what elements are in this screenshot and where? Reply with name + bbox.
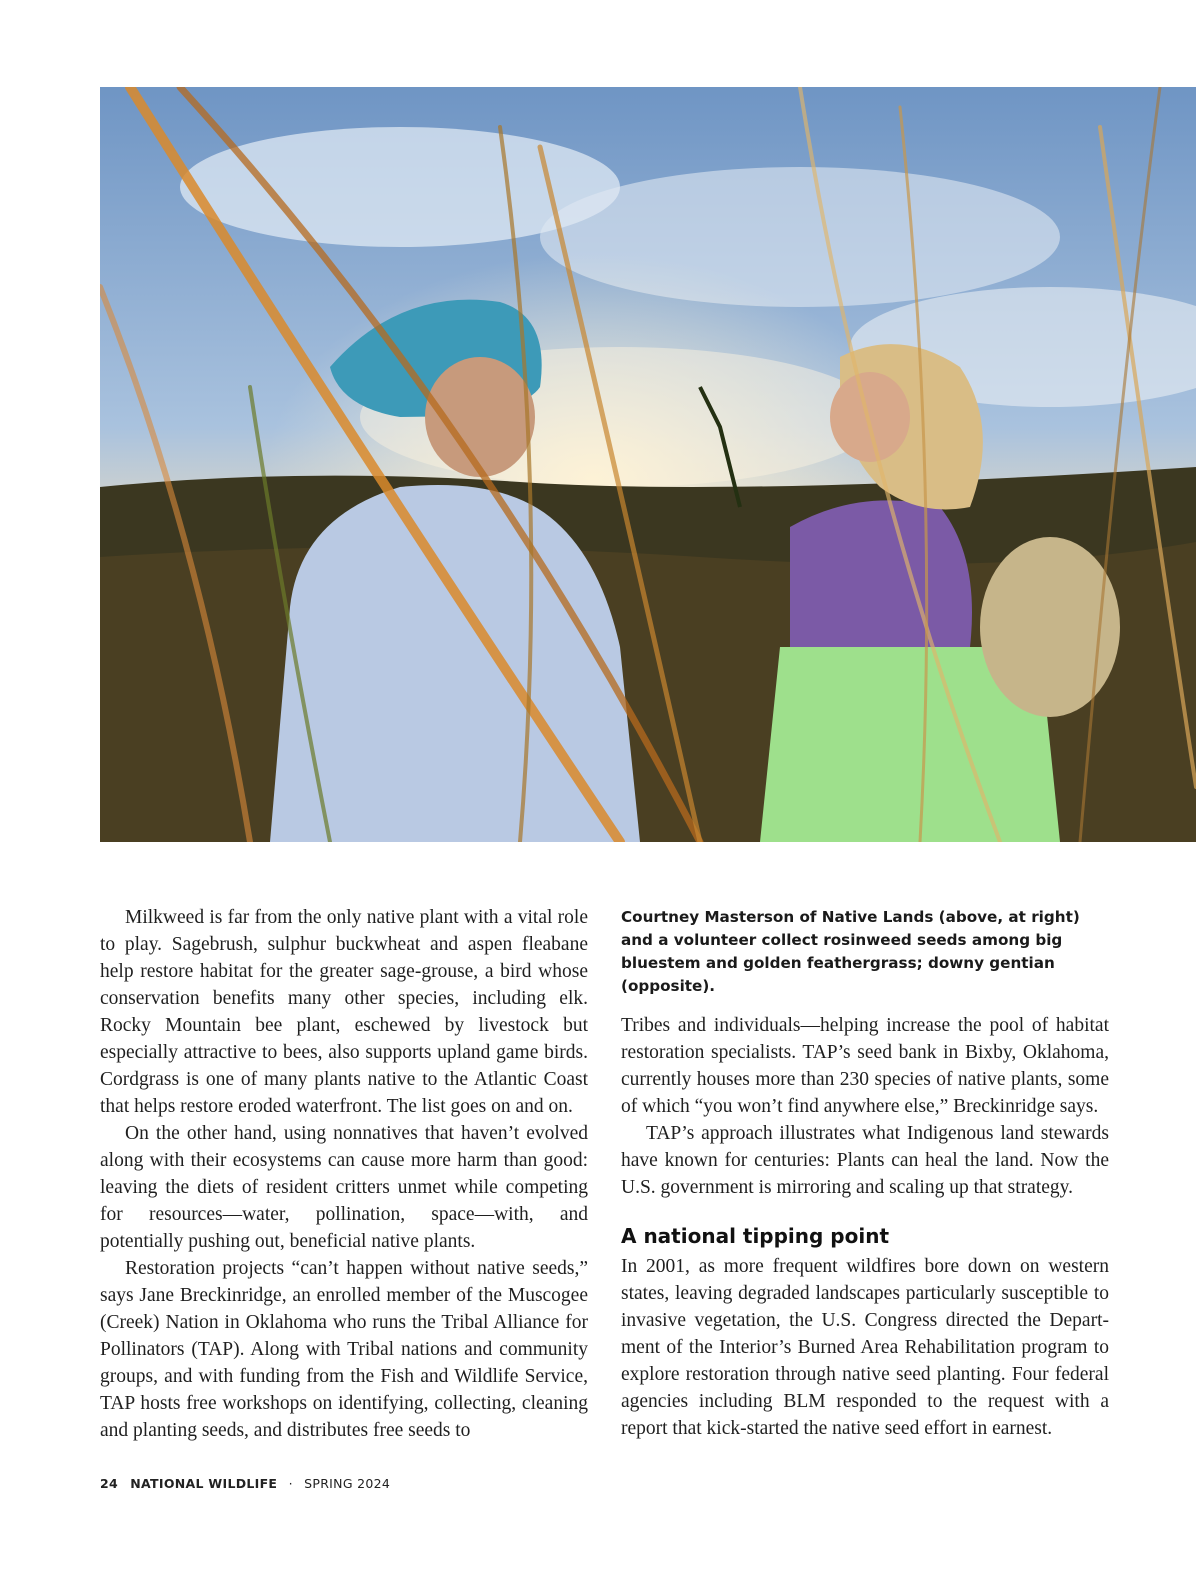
left-paragraph-1: Milkweed is far from the only native plant with a vital role to play. Sagebrush, sulphur buckwheat and aspen fleabane help restore habitat for the greater sage-grouse, a bird whose conservation benefits many other species, including elk. Rocky Mountain bee plant, eschewed by livestock but especially attractive to bees, also supports upland game birds. Cordgrass is one of many plants native to the Atlantic Coast that helps restore eroded waterfront. The list goes on and on. — [100, 907, 588, 1117]
left-paragraph-2: On the other hand, using nonnatives that haven’t evolved along with their ecosystems can cause more harm than good: leaving the diets of resident critters unmet while competing for resources—water, pollination, space—with, and potentially pushing out, beneficial native plants. — [100, 1123, 588, 1252]
footer-separator: · — [288, 1476, 293, 1491]
issue-label: SPRING 2024 — [304, 1476, 391, 1491]
right-column — [621, 1012, 1109, 1442]
page-number: 24 — [100, 1476, 118, 1491]
right-paragraph-1: Tribes and individuals—helping increase the pool of habitat restoration specialists. TAP’s seed bank in Bixby, Oklahoma, currently houses more than 230 species of native plants, some of which “you won’t find anywhere else,” Breckinridge says. — [621, 1015, 1109, 1117]
right-paragraph-3: In 2001, as more frequent wildfires bore down on western states, leaving degraded landscapes particularly susceptible to invasive vegetation, the U.S. Congress directed the Department of the Interior’s Burned Area Rehabilitation program to explore restoration through native seed planting. Four federal agencies including BLM responded to the request with a report that kick-started the native seed effort in earnest. — [621, 1256, 1109, 1439]
photo-caption: Courtney Masterson of Native Lands (above, at right) and a volunteer collect rosinweed seeds among big bluestem and golden feathergrass; downy gentian (opposite). — [621, 908, 1080, 995]
left-column — [100, 904, 588, 1444]
magazine-name: NATIONAL WILDLIFE — [130, 1476, 278, 1491]
page-footer — [100, 1476, 390, 1491]
prairie-photo — [100, 87, 1196, 842]
left-paragraph-3: Restoration projects “can’t happen without native seeds,” says Jane Breckinridge, an enrolled member of the Muscogee (Creek) Nation in Oklahoma who runs the Tribal Alliance for Pollinators (TAP). Along with Tribal nations and community groups, and with funding from the Fish and Wildlife Service, TAP hosts free workshops on identifying, collecting, cleaning and planting seeds, and distributes free seeds to — [100, 1258, 588, 1441]
section-subhead: A national tipping point — [621, 1224, 890, 1248]
prairie-photo-image — [100, 87, 1196, 842]
right-paragraph-2: TAP’s approach illustrates what Indigenous land stewards have known for centuries: Plants can heal the land. Now the U.S. government is mirroring and scaling up that strategy. — [621, 1123, 1109, 1198]
